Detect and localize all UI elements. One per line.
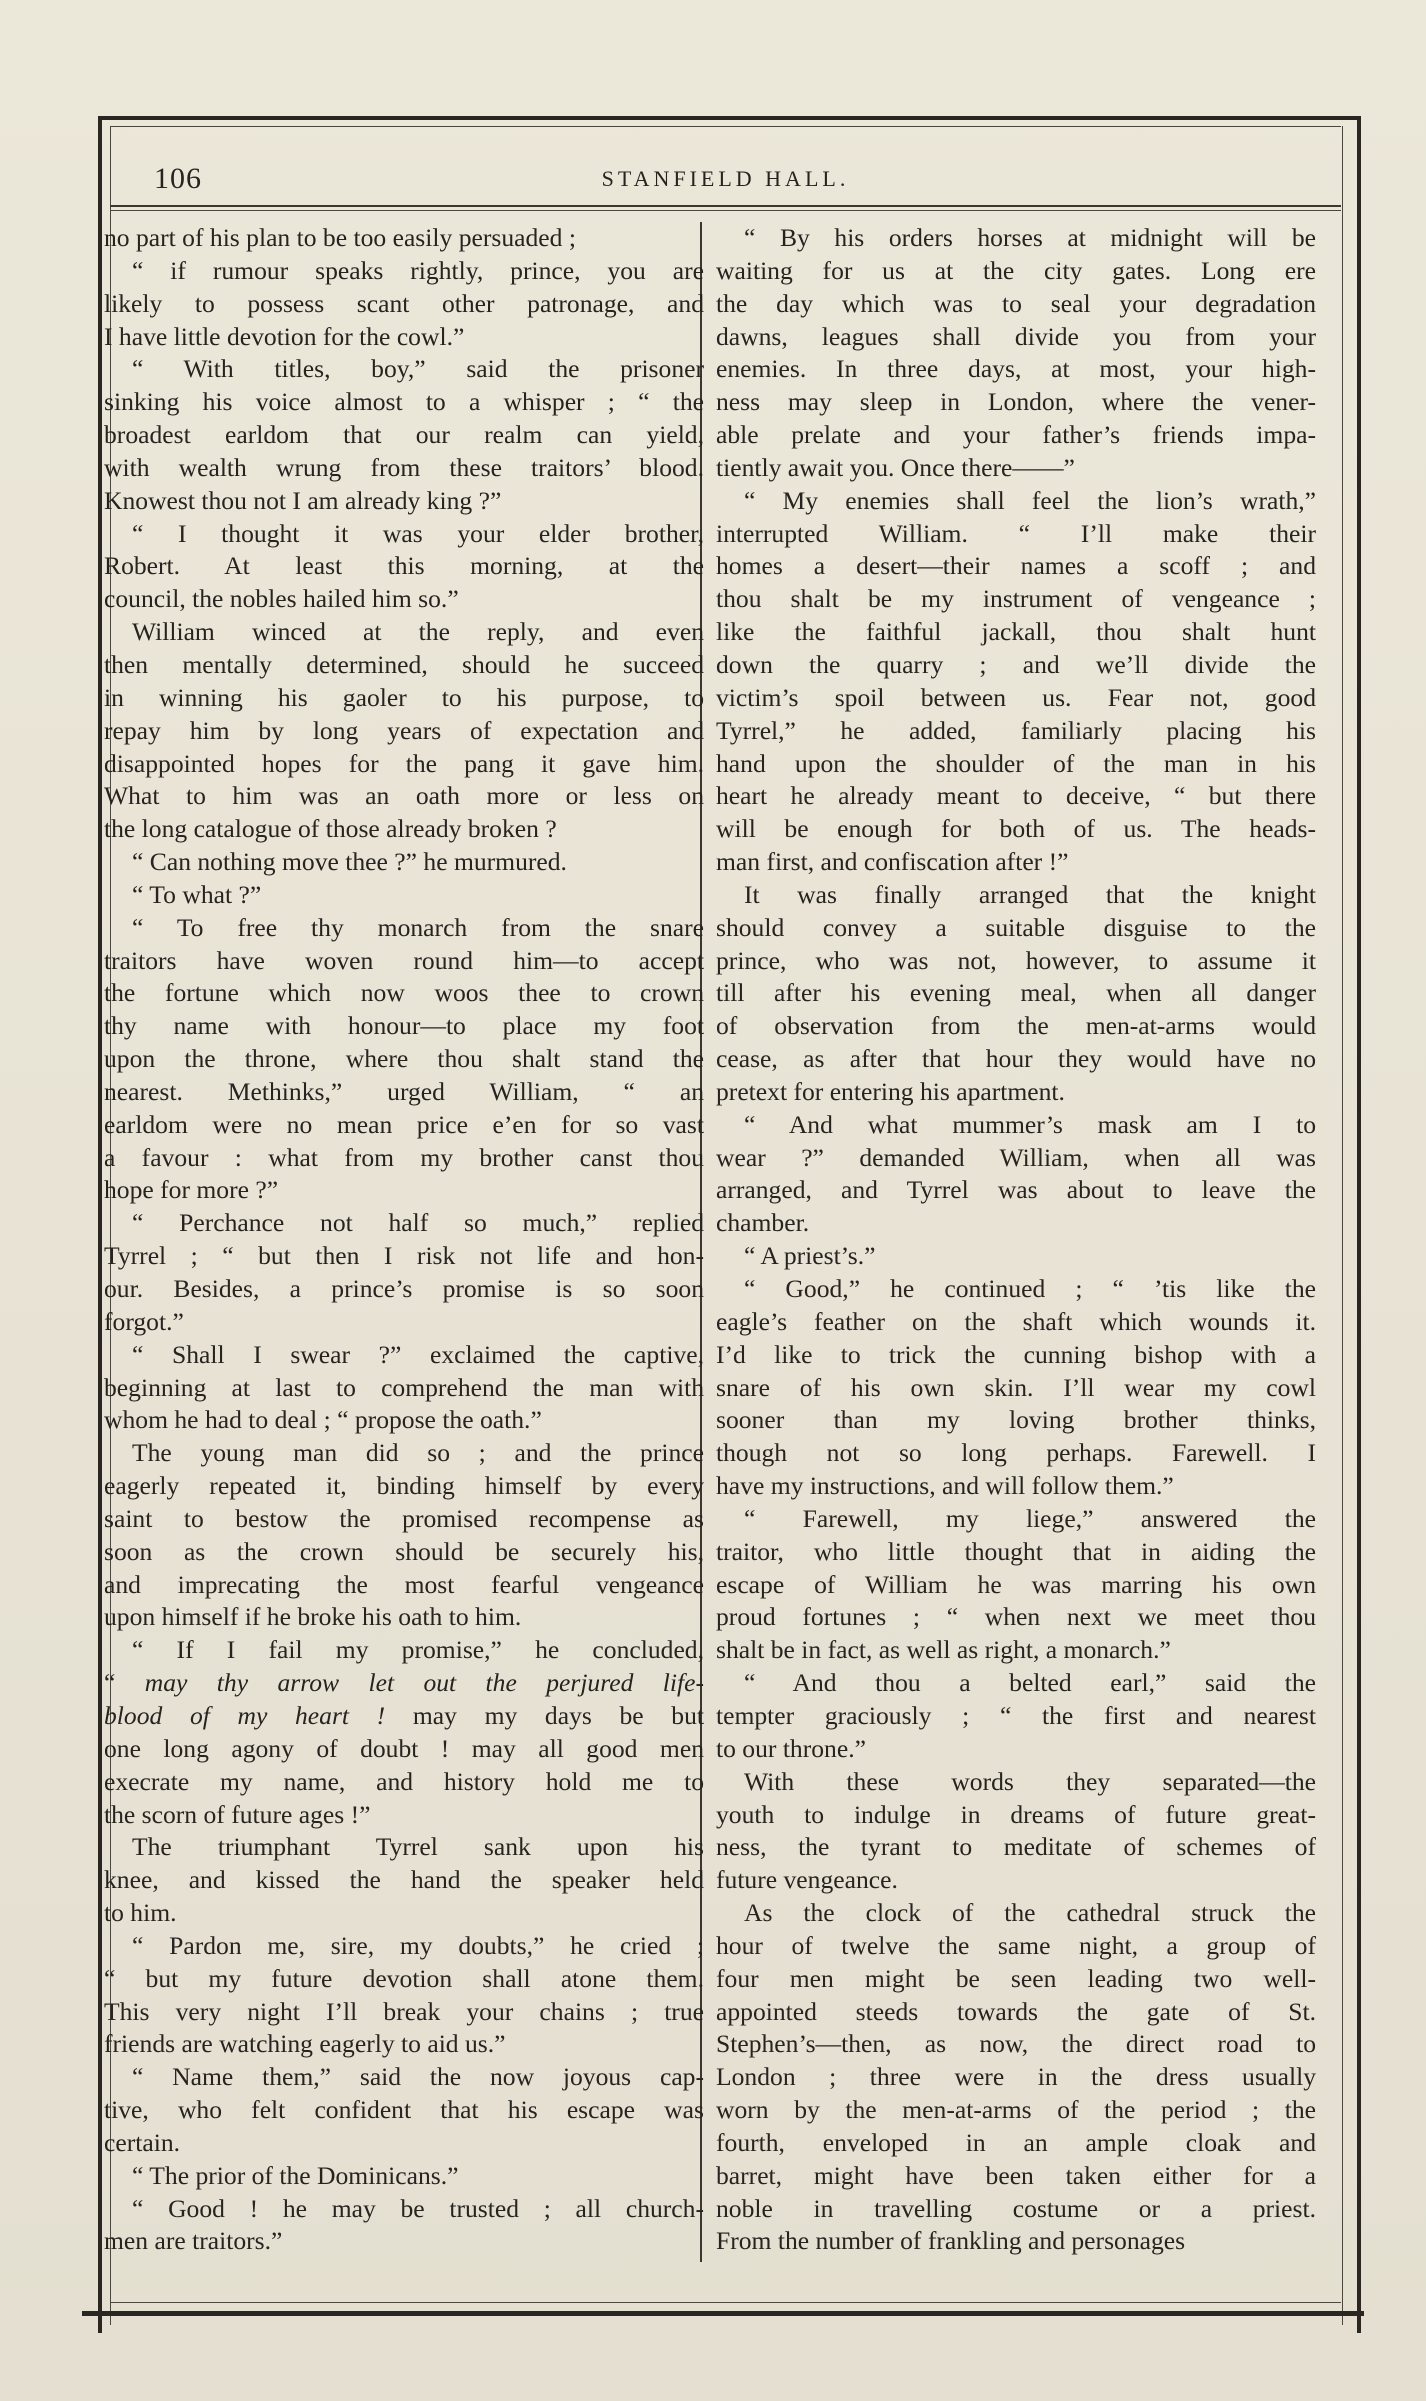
text-line: “ may thy arrow let out the perjured life- [104, 1668, 704, 1698]
text-line: then mentally determined, should he succeed [104, 649, 704, 679]
text-line: soon as the crown should be securely his, [104, 1536, 704, 1566]
text-line: “ By his orders horses at midnight will be [744, 223, 1316, 252]
text-line: thou shalt be my instrument of vengeance ; [716, 584, 1316, 614]
text-line: the long catalogue of those already broken ? [104, 814, 557, 844]
text-line: heart he already meant to deceive, “ but there [716, 781, 1316, 811]
text-line: to our throne.” [716, 1733, 866, 1763]
text-line: likely to possess scant other patronage, and [104, 288, 704, 318]
text-line: upon himself if he broke his oath to him. [104, 1602, 522, 1632]
text-line: should convey a suitable disguise to the [716, 912, 1316, 942]
text-line: The triumphant Tyrrel sank upon his [132, 1832, 704, 1862]
text-line: broadest earldom that our realm can yield, [104, 420, 704, 450]
text-line: hand upon the shoulder of the man in his [716, 748, 1316, 778]
text-line: council, the nobles hailed him so.” [104, 584, 459, 614]
text-line: the fortune which now woos thee to crown [104, 978, 704, 1008]
text-line: whom he had to deal ; “ propose the oath.” [104, 1405, 542, 1435]
text-line: men are traitors.” [104, 2226, 283, 2256]
text-line: “ Pardon me, sire, my doubts,” he cried ; [132, 1930, 704, 1960]
text-line: victim’s spoil between us. Fear not, good [716, 682, 1316, 712]
text-line: London ; three were in the dress usually [716, 2062, 1316, 2092]
text-line: “ Good ! he may be trusted ; all church- [132, 2193, 704, 2223]
text-line: I have little devotion for the cowl.” [104, 321, 465, 351]
text-line: hour of twelve the same night, a group of [716, 1930, 1316, 1960]
text-line: till after his evening meal, when all danger [716, 978, 1316, 1008]
text-line: noble in travelling costume or a priest. [716, 2193, 1316, 2223]
text-line: with wealth wrung from these traitors’ blood. [104, 452, 704, 482]
text-line: ness may sleep in London, where the vener- [716, 387, 1316, 417]
text-line: sinking his voice almost to a whisper ; “ the [104, 387, 704, 417]
text-line: “ To free thy monarch from the snare [132, 912, 704, 942]
text-line: snare of his own skin. I’ll wear my cowl [716, 1372, 1316, 1402]
header-rule-thin [110, 210, 1341, 211]
text-line: Tyrrel ; “ but then I risk not life and hon- [104, 1241, 704, 1271]
text-line: “ if rumour speaks rightly, prince, you are [132, 255, 704, 285]
text-line: This very night I’ll break your chains ; true [104, 1996, 704, 2026]
text-line: saint to bestow the promised recompense as [104, 1503, 704, 1533]
text-line: “ The prior of the Dominicans.” [132, 2160, 459, 2190]
text-line: tive, who felt confident that his escape was [104, 2095, 704, 2125]
text-line: no part of his plan to be too easily persuaded ; [104, 223, 576, 252]
text-line: traitor, who little thought that in aiding the [716, 1536, 1316, 1566]
text-line: the scorn of future ages !” [104, 1799, 371, 1829]
text-line: a favour : what from my brother canst thou [104, 1142, 704, 1172]
text-line: able prelate and your father’s friends impa- [716, 420, 1316, 450]
text-line: “ My enemies shall feel the lion’s wrath,” [744, 485, 1316, 515]
text-line: “ Good,” he continued ; “ ’tis like the [744, 1274, 1316, 1303]
text-line: execrate my name, and history hold me to [104, 1766, 704, 1796]
text-line: tiently await you. Once there——” [716, 452, 1075, 482]
running-title: STANFIELD HALL. [601, 166, 850, 191]
left-column [104, 222, 704, 2302]
text-line: friends are watching eagerly to aid us.” [104, 2029, 506, 2059]
text-line: proud fortunes ; “ when next we meet thou [716, 1602, 1316, 1632]
text-line: four men might be seen leading two well- [716, 1963, 1316, 1993]
text-line: “ Perchance not half so much,” replied [132, 1208, 704, 1238]
text-line: Robert. At least this morning, at the [104, 551, 704, 581]
text-line: down the quarry ; and we’ll divide the [716, 649, 1316, 679]
text-line: hope for more ?” [104, 1175, 279, 1205]
text-line: dawns, leagues shall divide you from your [716, 321, 1316, 351]
text-line: William winced at the reply, and even [132, 617, 704, 647]
text-line: “ I thought it was your elder brother, [132, 518, 704, 548]
page-header [110, 148, 1341, 198]
text-line: man first, and confiscation after !” [716, 847, 1069, 877]
text-line: cease, as after that hour they would have no [716, 1044, 1316, 1074]
text-line: upon the throne, where thou shalt stand the [104, 1044, 704, 1074]
text-line: arranged, and Tyrrel was about to leave the [716, 1175, 1316, 1205]
text-line: to him. [104, 1898, 177, 1928]
text-line: “ Farewell, my liege,” answered the [744, 1503, 1316, 1533]
page-number: 106 [154, 162, 202, 195]
text-line: “ With titles, boy,” said the prisoner [132, 354, 704, 384]
text-line: pretext for entering his apartment. [716, 1076, 1065, 1106]
text-line: It was finally arranged that the knight [744, 879, 1316, 909]
text-line: “ but my future devotion shall atone them. [104, 1963, 704, 1993]
text-line: forgot.” [104, 1306, 184, 1336]
text-line: From the number of frankling and personages [716, 2226, 1186, 2256]
text-line: our. Besides, a prince’s promise is so soon [104, 1274, 704, 1303]
text-line: Knowest thou not I am already king ?” [104, 485, 502, 515]
text-line: “ To what ?” [132, 879, 262, 909]
header-rule [110, 205, 1341, 207]
text-line: though not so long perhaps. Farewell. I [716, 1438, 1316, 1468]
text-line: “ Can nothing move thee ?” he murmured. [132, 847, 567, 877]
text-line: tempter graciously ; “ the first and nearest [716, 1700, 1316, 1730]
text-line: “ And thou a belted earl,” said the [744, 1668, 1316, 1698]
text-line: will be enough for both of us. The heads- [716, 814, 1316, 844]
text-line: knee, and kissed the hand the speaker held [104, 1865, 704, 1895]
text-line: worn by the men-at-arms of the period ; the [716, 2095, 1316, 2125]
text-line: sooner than my loving brother thinks, [716, 1405, 1316, 1435]
text-line: escape of William he was marring his own [716, 1569, 1316, 1599]
text-line: earldom were no mean price e’en for so vast [104, 1109, 704, 1139]
text-line: blood of my heart ! may my days be but [104, 1700, 704, 1730]
text-line: thy name with honour—to place my foot [104, 1011, 704, 1041]
text-line: shalt be in fact, as well as right, a monarch.” [716, 1635, 1171, 1665]
text-line: ness, the tyrant to meditate of schemes of [716, 1832, 1316, 1862]
text-line: beginning at last to comprehend the man with [104, 1372, 704, 1402]
text-line: appointed steeds towards the gate of St. [716, 1996, 1316, 2026]
text-line: Tyrrel,” he added, familiarly placing his [716, 715, 1316, 745]
text-line: “ If I fail my promise,” he concluded, [132, 1635, 704, 1665]
right-column [716, 222, 1316, 2302]
text-line: repay him by long years of expectation and [104, 715, 704, 745]
bottom-inner-rule [110, 2302, 1341, 2303]
text-line: eagerly repeated it, binding himself by every [104, 1471, 704, 1501]
text-line: I’d like to trick the cunning bishop with a [716, 1339, 1316, 1369]
text-line: “ And what mummer’s mask am I to [744, 1109, 1316, 1139]
text-line: one long agony of doubt ! may all good men [104, 1733, 704, 1763]
text-line: With these words they separated—the [744, 1766, 1316, 1796]
text-line: in winning his gaoler to his purpose, to [104, 682, 704, 712]
text-line: like the faithful jackall, thou shalt hunt [716, 617, 1316, 647]
text-line: interrupted William. “ I’ll make their [716, 518, 1316, 548]
text-line: have my instructions, and will follow them.” [716, 1471, 1174, 1501]
text-line: certain. [104, 2127, 181, 2157]
text-line: wear ?” demanded William, when all was [716, 1142, 1316, 1172]
text-line: “ Name them,” said the now joyous cap- [132, 2062, 704, 2092]
text-line: waiting for us at the city gates. Long ere [716, 255, 1316, 285]
text-line: nearest. Methinks,” urged William, “ an [104, 1076, 704, 1106]
text-line: the day which was to seal your degradation [716, 288, 1316, 318]
text-line: eagle’s feather on the shaft which wounds it. [716, 1306, 1316, 1336]
text-line: disappointed hopes for the pang it gave him. [104, 748, 704, 778]
text-line: Stephen’s—then, as now, the direct road to [716, 2029, 1316, 2059]
text-line: fourth, enveloped in an ample cloak and [716, 2127, 1316, 2157]
text-line: and imprecating the most fearful vengeance [104, 1569, 704, 1599]
text-line: “ A priest’s.” [744, 1241, 876, 1271]
text-line: of observation from the men-at-arms would [716, 1011, 1316, 1041]
text-line: chamber. [716, 1208, 810, 1238]
text-line: youth to indulge in dreams of future great- [716, 1799, 1316, 1829]
text-line: As the clock of the cathedral struck the [744, 1898, 1316, 1928]
text-line: future vengeance. [716, 1865, 898, 1895]
text-line: The young man did so ; and the prince [132, 1438, 704, 1468]
text-line: “ Shall I swear ?” exclaimed the captive, [132, 1339, 704, 1369]
text-line: prince, who was not, however, to assume it [716, 945, 1316, 975]
text-line: enemies. In three days, at most, your high- [716, 354, 1316, 384]
bottom-border-rule [82, 2311, 1364, 2316]
text-line: What to him was an oath more or less on [104, 781, 704, 811]
text-line: homes a desert—their names a scoff ; and [716, 551, 1316, 581]
text-line: traitors have woven round him—to accept [104, 945, 704, 975]
text-line: barret, might have been taken either for a [716, 2160, 1316, 2190]
